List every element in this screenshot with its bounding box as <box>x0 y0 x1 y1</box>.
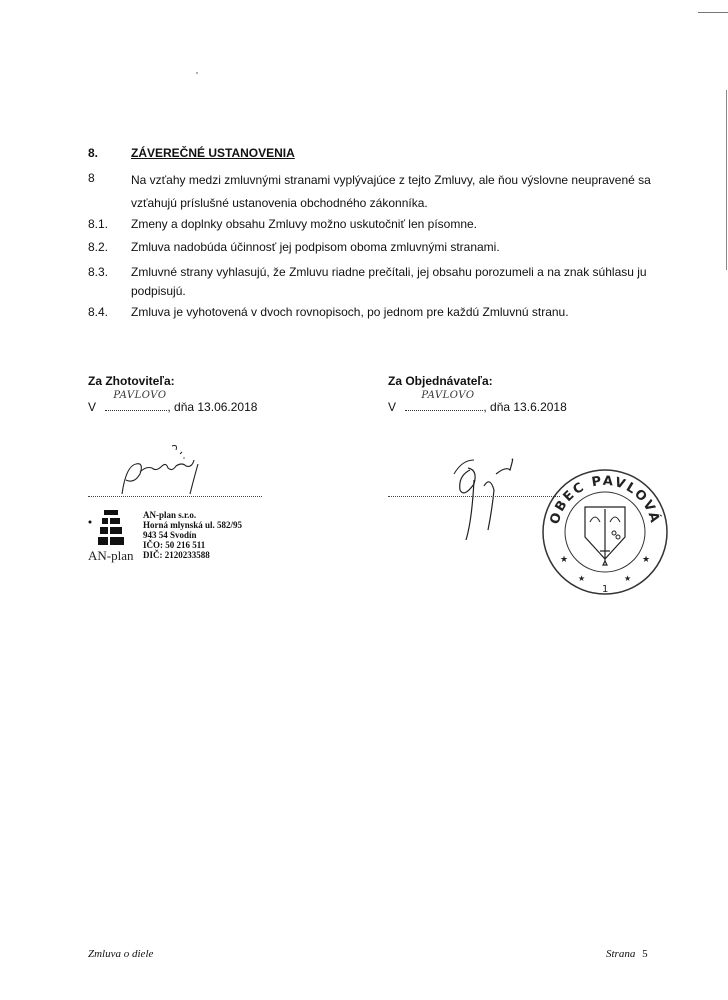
client-place-date <box>388 390 567 414</box>
contractor-signature <box>100 440 220 500</box>
contractor-heading: Za Zhotoviteľa: <box>88 374 175 388</box>
clause-number: 8.3. <box>88 265 109 279</box>
seal-text: OBEC PAVLOVÁ <box>547 473 663 527</box>
place-prefix: V <box>88 400 97 414</box>
svg-text:★: ★ <box>642 555 651 565</box>
footer-page-label: Strana <box>606 948 636 960</box>
section-title: ZÁVEREČNÉ USTANOVENIA <box>131 146 295 160</box>
company-ico: IČO: 50 216 511 <box>143 540 206 550</box>
footer-page-number: 5 <box>642 948 648 960</box>
clause-number: 8 <box>88 171 95 185</box>
client-signature-line <box>388 496 560 497</box>
handwritten-place: PAVLOVO <box>113 390 167 401</box>
clause-text: Zmluva nadobúda účinnosť jej podpisom oboma zmluvnými stranami. <box>131 240 500 254</box>
svg-text:★: ★ <box>624 574 632 583</box>
place-field <box>105 390 167 411</box>
contractor-signature-line <box>88 496 262 497</box>
seal-number: 1 <box>602 584 609 595</box>
company-address: Horná mlynská ul. 582/95 <box>143 520 243 530</box>
date-text: , dňa 13.6.2018 <box>483 400 567 414</box>
clause-number: 8.4. <box>88 305 109 319</box>
place-prefix: V <box>388 400 397 414</box>
company-logo-text: AN-plan <box>88 548 134 563</box>
svg-text:★: ★ <box>578 574 586 583</box>
clause-number: 8.1. <box>88 217 109 231</box>
building-icon <box>84 508 136 552</box>
scan-speck <box>196 72 198 74</box>
footer-document-name: Zmluva o diele <box>88 948 154 960</box>
clause-text: Zmeny a doplnky obsahu Zmluvy možno uskutočniť len písomne. <box>131 217 478 231</box>
section-number: 8. <box>88 146 99 160</box>
clause-text: Zmluvné strany vyhlasujú, že Zmluvu riadne prečítali, jej obsahu porozumeli a na znak súhlasu ju podpisujú. <box>131 265 647 298</box>
contractor-place-date <box>88 390 258 414</box>
company-dic: DIČ: 2120233588 <box>143 550 210 560</box>
footer-page <box>606 948 648 960</box>
client-signature <box>440 450 530 550</box>
page-edge-mark <box>698 0 728 13</box>
clause-text: Zmluva je vyhotovená v dvoch rovnopisoch, po jednom pre každú Zmluvnú stranu. <box>131 305 569 319</box>
company-name: AN-plan s.r.o. <box>143 510 197 520</box>
company-city: 943 54 Svodín <box>143 530 197 540</box>
svg-text:★: ★ <box>560 555 569 565</box>
handwritten-place: PAVLOVO <box>421 390 475 401</box>
page-edge-line <box>726 90 727 270</box>
client-heading: Za Objednávateľa: <box>388 374 493 388</box>
municipal-seal <box>540 467 670 597</box>
clause-number: 8.2. <box>88 240 109 254</box>
date-text: , dňa 13.06.2018 <box>167 400 258 414</box>
clause-text: Na vzťahy medzi zmluvnými stranami vyplývajúce z tejto Zmluvy, ale ňou výslovne neupravené sa vzťahujú príslušné ustanovenia obchodného zákonníka. <box>131 173 651 210</box>
company-stamp <box>143 510 242 560</box>
place-field <box>405 390 483 411</box>
